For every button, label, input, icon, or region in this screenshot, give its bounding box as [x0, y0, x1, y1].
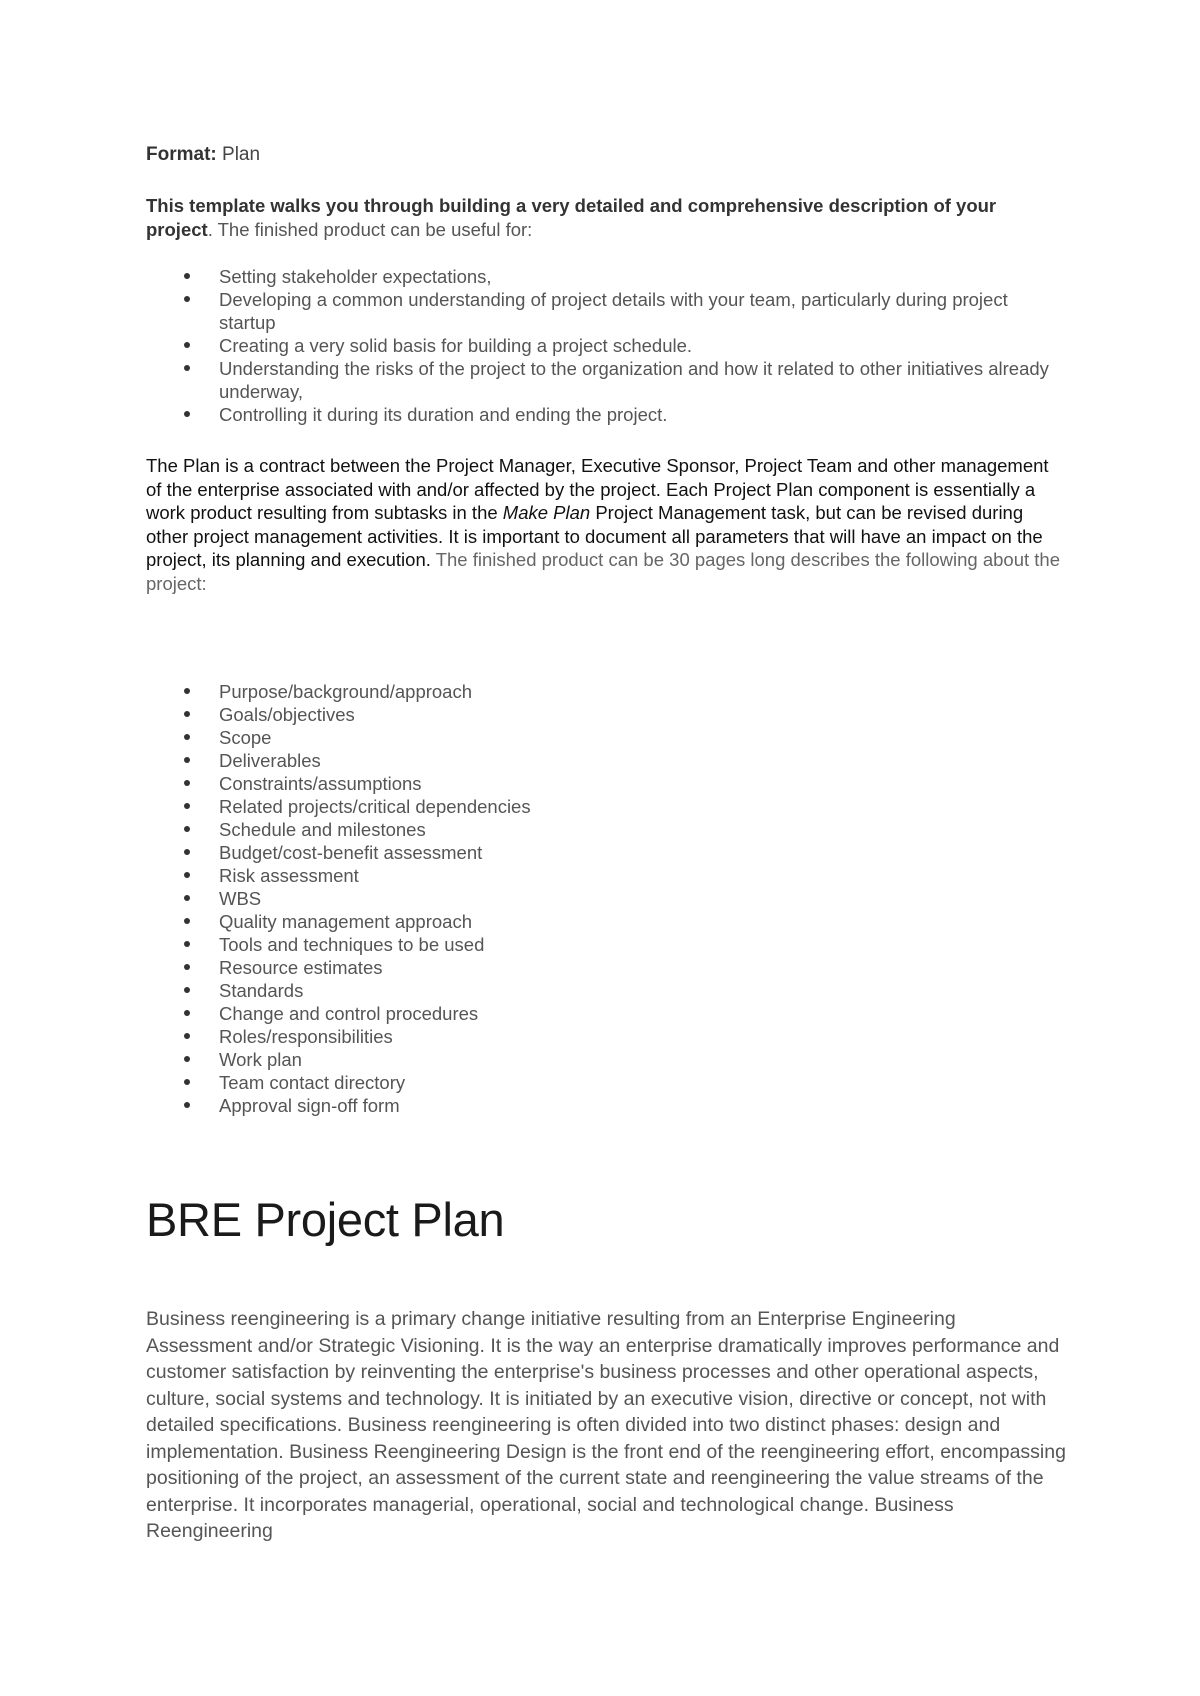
list-item: Team contact directory [219, 1071, 1066, 1094]
list-item: WBS [219, 887, 1066, 910]
list-item: Goals/objectives [219, 703, 1066, 726]
format-value: Plan [222, 144, 261, 165]
document-body [146, 143, 1066, 1545]
bre-paragraph: Business reengineering is a primary change initiative resulting from an Enterprise Engineering Assessment and/or Strategic Visioning. It is the way an enterprise dramatically improves performance and customer satisfaction by reinventing the enterprise's business processes and other operational aspects, culture, social systems and technology. It is initiated by an executive vision, directive or concept, not with detailed specifications. Business reengineering is often divided into two distinct phases: design and implementation. Business Reengineering Design is the front end of the reengineering effort, encompassing positioning of the project, an assessment of the current state and reengineering the value streams of the enterprise. It incorporates managerial, operational, social and technological change. Business Reengineering [146, 1308, 1066, 1542]
intro-paragraph [146, 194, 1066, 241]
list-item: Related projects/critical dependencies [219, 795, 1066, 818]
list-item: Tools and techniques to be used [219, 933, 1066, 956]
format-line [146, 143, 1066, 167]
list-item: Purpose/background/approach [219, 680, 1066, 703]
list-item: Developing a common understanding of project details with your team, particularly during project startup [219, 288, 1066, 334]
list-item: Schedule and milestones [219, 818, 1066, 841]
document-title: BRE Project Plan [146, 1193, 505, 1246]
uses-list [146, 265, 1066, 426]
components-list [146, 680, 1066, 1117]
list-item: Setting stakeholder expectations, [219, 265, 1066, 288]
list-item: Creating a very solid basis for building a project schedule. [219, 334, 1066, 357]
list-item: Quality management approach [219, 910, 1066, 933]
list-item: Understanding the risks of the project to the organization and how it related to other initiatives already underway, [219, 357, 1066, 403]
list-item: Budget/cost-benefit assessment [219, 841, 1066, 864]
list-item: Approval sign-off form [219, 1094, 1066, 1117]
plan-paragraph: The Plan is a contract between the Project Manager, Executive Sponsor, Project Team and other management of the enterprise associated with and/or affected by the project. Each Project Plan component is essentially a work product resulting from subtasks in the Make Plan Project Management task, but can be revised during other project management activities. It is important to document all parameters that will have an impact on the project, its planning and execution. The finished product can be 30 pages long describes the following about the project: [146, 455, 1060, 594]
list-item: Controlling it during its duration and ending the project. [219, 403, 1066, 426]
list-item: Scope [219, 726, 1066, 749]
list-item: Standards [219, 979, 1066, 1002]
list-item: Work plan [219, 1048, 1066, 1071]
list-item: Change and control procedures [219, 1002, 1066, 1025]
list-item: Risk assessment [219, 864, 1066, 887]
list-item: Roles/responsibilities [219, 1025, 1066, 1048]
format-label: Format: [146, 144, 217, 165]
list-item: Deliverables [219, 749, 1066, 772]
intro-rest: . The finished product can be useful for: [207, 218, 533, 240]
list-item: Resource estimates [219, 956, 1066, 979]
intro-bold: This template walks you through building a very detailed and comprehensive description of your project [146, 195, 997, 240]
make-plan-italic: Make Plan [502, 502, 591, 523]
list-item: Constraints/assumptions [219, 772, 1066, 795]
